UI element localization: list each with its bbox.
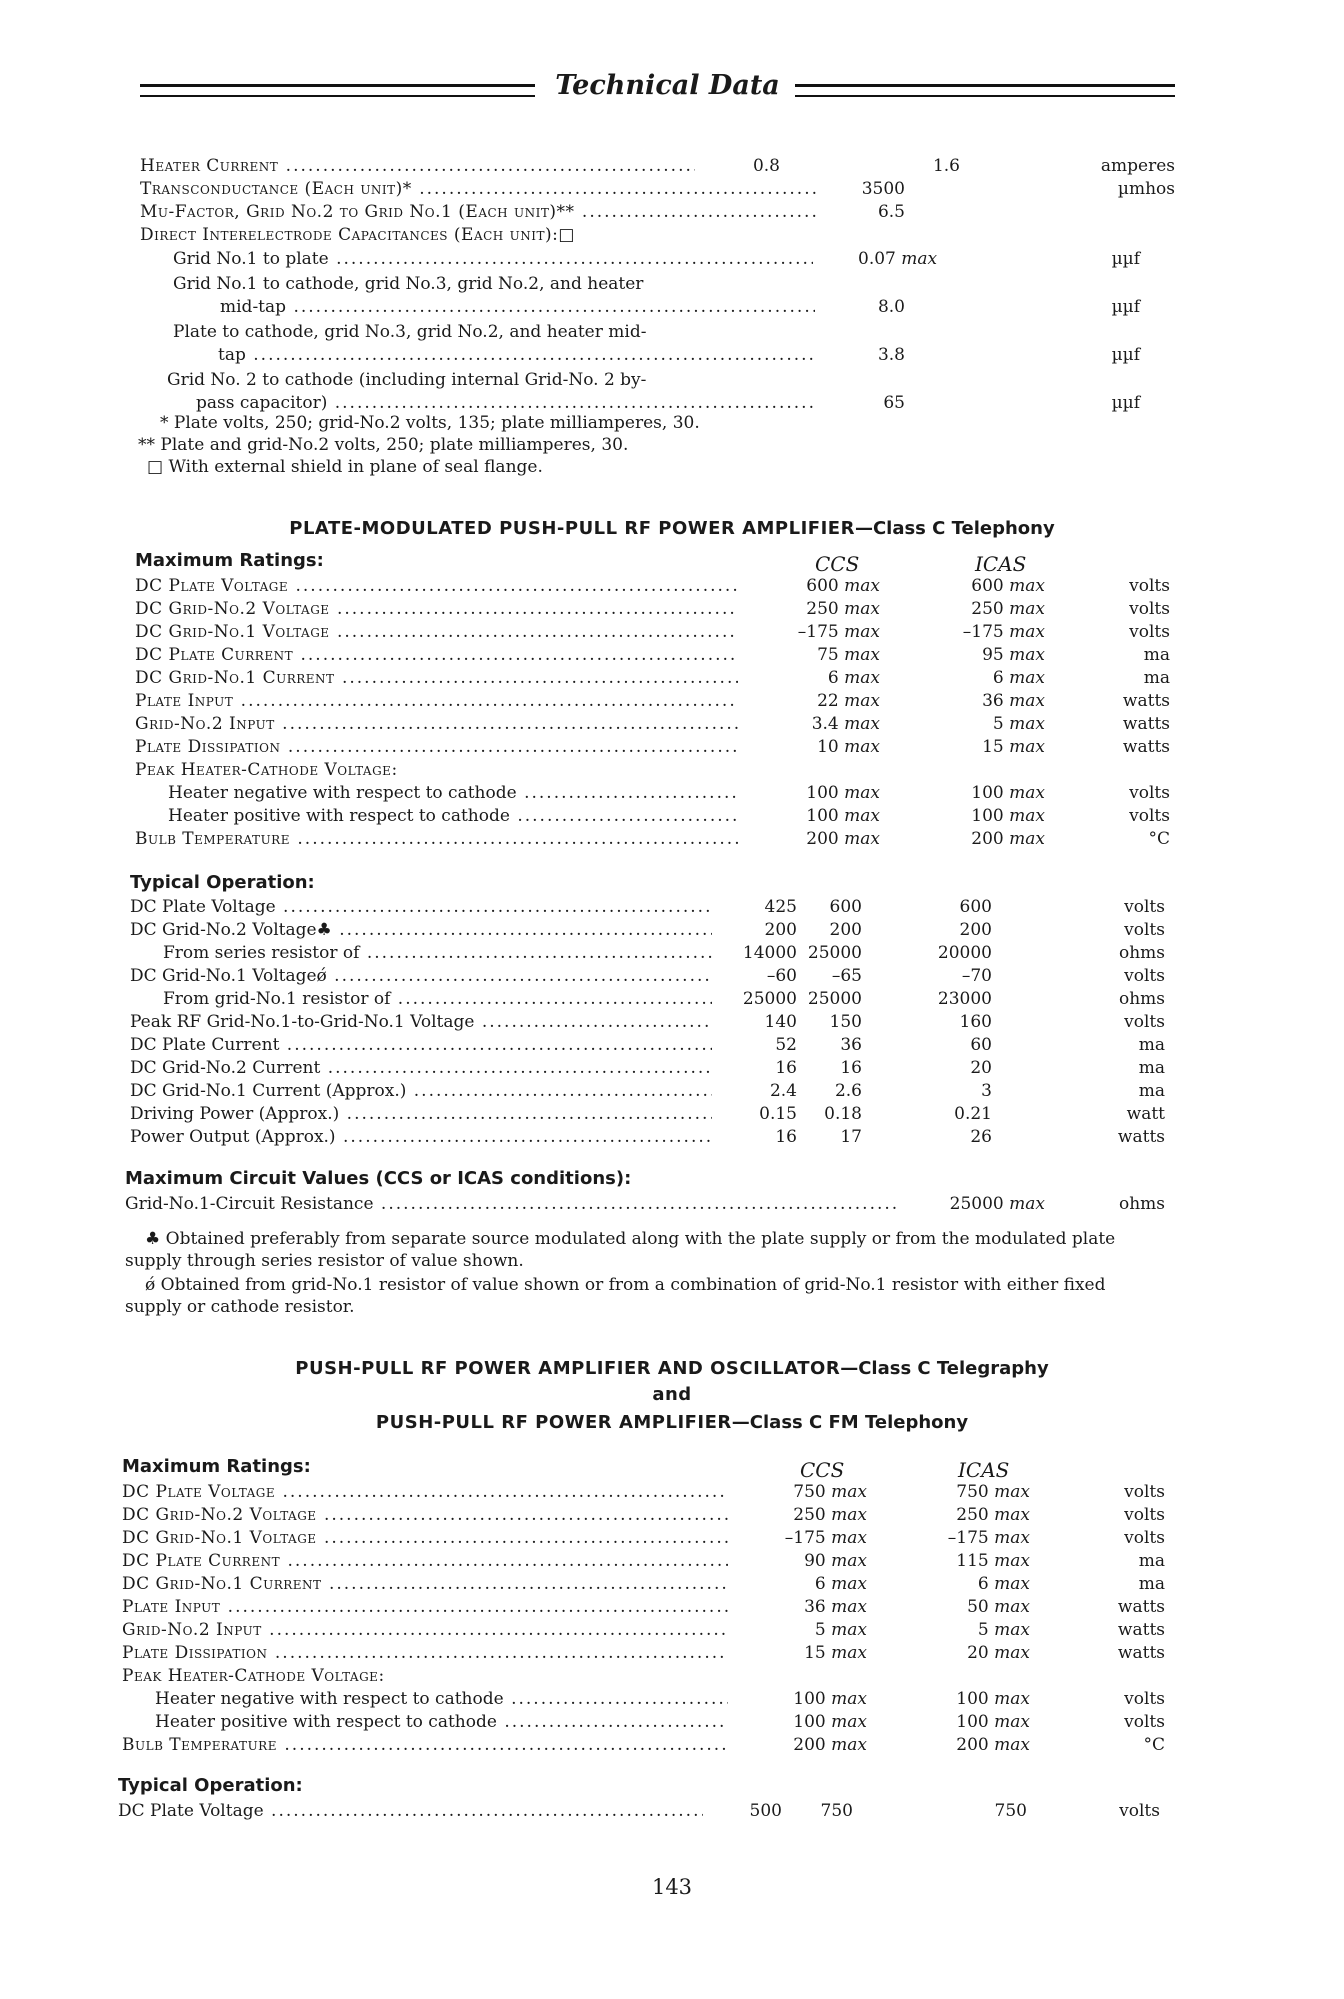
rating-row: [0, 1573, 1344, 1596]
rating-row: [0, 598, 1344, 621]
rating-row: [0, 621, 1344, 644]
value-a: 16: [775, 1058, 797, 1078]
rating-label: Grid-No.2 Input .....: [135, 713, 738, 736]
rating-row: [0, 1527, 1344, 1550]
rating-row: [0, 1665, 1344, 1688]
typical-row: [0, 1103, 1344, 1126]
rating-row: [0, 805, 1344, 828]
rating-label: DC Plate Current .....: [122, 1550, 728, 1573]
spec-value: 0.8: [752, 156, 780, 176]
typical-row: [0, 896, 1344, 919]
rating-label: DC Grid-No.1 Voltage .....: [122, 1527, 728, 1550]
typical-row: [0, 1126, 1344, 1149]
ccs-value: 100 max: [793, 1712, 867, 1732]
section-title-and: and: [652, 1384, 692, 1405]
value-c: 0.21: [954, 1104, 992, 1124]
rating-row: [0, 759, 1344, 782]
rating-row: [0, 828, 1344, 851]
icas-value: 100 max: [956, 1712, 1030, 1732]
value-c: 20000: [937, 943, 992, 963]
value-b: 600: [829, 897, 862, 917]
ccs-value: 100 max: [806, 783, 880, 803]
typical-label: DC Grid-No.1 Current (Approx.) .....: [130, 1080, 712, 1103]
circuit-values-heading: Maximum Circuit Values (CCS or ICAS conditions):: [125, 1168, 632, 1189]
value-b: 25000: [807, 989, 862, 1009]
rating-unit: volts: [1129, 599, 1170, 619]
rating-unit: volts: [1124, 1505, 1165, 1525]
value-a: 16: [775, 1127, 797, 1147]
spec-value: 6.5: [877, 202, 905, 222]
typical-label: DC Grid-No.2 Current .....: [130, 1057, 712, 1080]
typical-label: Peak RF Grid-No.1-to-Grid-No.1 Voltage .....: [130, 1011, 712, 1034]
spec-unit: amperes: [1100, 156, 1175, 176]
rating-unit: volts: [1129, 622, 1170, 642]
icas-value: 6 max: [977, 1574, 1030, 1594]
rating-unit: °C: [1148, 829, 1170, 849]
icas-value: 5 max: [992, 714, 1045, 734]
typical-label: DC Grid-No.1 Voltageǿ .....: [130, 965, 712, 988]
cap-row-line1: [0, 369, 1344, 392]
ccs-value: 600 max: [806, 576, 880, 596]
value-c: 200: [959, 920, 992, 940]
value-b: 0.18: [824, 1104, 862, 1124]
column-head-ccs: CCS: [800, 1458, 845, 1482]
rating-label: Bulb Temperature .....: [135, 828, 738, 851]
page-number: 143: [651, 1875, 693, 1899]
cap-row: [0, 296, 1344, 319]
header-rule-left: [140, 84, 535, 97]
cap-label: Grid No.1 to plate .....: [173, 248, 813, 271]
spec-label: Transconductance (Each unit)* .....: [140, 178, 820, 201]
page-title: Technical Data: [555, 70, 780, 101]
value-a: 200: [764, 920, 797, 940]
cap-label: Grid No. 2 to cathode (including internal Grid-No. 2 by-: [167, 370, 647, 390]
footnote: □ With external shield in plane of seal flange.: [147, 457, 543, 477]
rating-label: Plate Dissipation .....: [135, 736, 738, 759]
header-rule-right: [795, 84, 1175, 97]
icas-value: 200 max: [956, 1735, 1030, 1755]
footnote: ** Plate and grid-No.2 volts, 250; plate milliamperes, 30.: [138, 435, 629, 455]
rating-label: DC Plate Voltage .....: [122, 1481, 728, 1504]
value-a: 0.15: [759, 1104, 797, 1124]
typical-operation-heading: Typical Operation:: [118, 1775, 303, 1796]
rating-label: Heater positive with respect to cathode .....: [155, 1711, 728, 1734]
typical-label: Driving Power (Approx.) .....: [130, 1103, 712, 1126]
typical-unit: volts: [1124, 920, 1165, 940]
section-title: PUSH-PULL RF POWER AMPLIFIER—Class C FM Telephony: [375, 1412, 969, 1433]
typical-row: [0, 919, 1344, 942]
section-footnote: ♣ Obtained preferably from separate source modulated along with the plate supply or from the modulated plate supply through series resistor of value shown.: [125, 1229, 1116, 1271]
rating-row: [0, 736, 1344, 759]
value-c: –70: [961, 966, 992, 986]
rating-unit: watts: [1122, 691, 1170, 711]
value-c: 750: [994, 1801, 1027, 1821]
spec-row: [0, 155, 1344, 178]
rating-unit: volts: [1129, 576, 1170, 596]
cap-label: Plate to cathode, grid No.3, grid No.2, and heater mid-: [173, 322, 647, 342]
typical-unit: ohms: [1118, 989, 1165, 1009]
ccs-value: 6 max: [827, 668, 880, 688]
rating-row: [0, 1481, 1344, 1504]
value-a: 500: [749, 1801, 782, 1821]
value-a: 25000: [742, 989, 797, 1009]
rating-unit: volts: [1129, 783, 1170, 803]
cap-value: 8.0: [877, 297, 905, 317]
typical-row: [0, 988, 1344, 1011]
typical-unit: ma: [1138, 1035, 1165, 1055]
typical-label: From series resistor of .....: [163, 942, 712, 965]
rating-unit: watts: [1117, 1643, 1165, 1663]
icas-value: –175 max: [962, 622, 1045, 642]
ccs-value: 5 max: [814, 1620, 867, 1640]
ccs-value: 250 max: [793, 1505, 867, 1525]
circuit-label: Grid-No.1-Circuit Resistance .....: [125, 1193, 900, 1216]
cap-unit: µµf: [1111, 297, 1140, 317]
icas-value: 600 max: [971, 576, 1045, 596]
icas-value: 95 max: [982, 645, 1045, 665]
ccs-value: 750 max: [793, 1482, 867, 1502]
cap-row-line1: [0, 273, 1344, 296]
ccs-value: –175 max: [797, 622, 880, 642]
value-c: 26: [970, 1127, 992, 1147]
ccs-value: 100 max: [806, 806, 880, 826]
value-b: 16: [840, 1058, 862, 1078]
cap-heading-label: Direct Interelectrode Capacitances (Each unit):□: [140, 225, 575, 245]
rating-row: [0, 782, 1344, 805]
circuit-value: 25000 max: [949, 1194, 1045, 1214]
rating-label: Plate Dissipation .....: [122, 1642, 728, 1665]
cap-unit: µµf: [1111, 249, 1140, 269]
icas-value: 100 max: [956, 1689, 1030, 1709]
rating-unit: ma: [1143, 668, 1170, 688]
typical-label: From grid-No.1 resistor of .....: [163, 988, 712, 1011]
max-ratings-heading: Maximum Ratings:: [122, 1456, 311, 1477]
typical-row: [0, 1800, 1344, 1823]
rating-unit: ma: [1138, 1574, 1165, 1594]
icas-value: 100 max: [971, 783, 1045, 803]
ccs-value: –175 max: [784, 1528, 867, 1548]
value-a: 14000: [742, 943, 797, 963]
rating-row: [0, 1550, 1344, 1573]
rating-label: Heater negative with respect to cathode .....: [155, 1688, 728, 1711]
ccs-value: 75 max: [817, 645, 880, 665]
rating-row: [0, 1688, 1344, 1711]
spec-value: 1.6: [932, 156, 960, 176]
icas-value: 20 max: [967, 1643, 1030, 1663]
cap-label-cont: tap .....: [218, 344, 813, 367]
rating-row: [0, 1619, 1344, 1642]
rating-row: [0, 1504, 1344, 1527]
typical-unit: volts: [1119, 1801, 1160, 1821]
ccs-value: 15 max: [804, 1643, 867, 1663]
cap-heading: [0, 224, 1344, 247]
value-c: 160: [959, 1012, 992, 1032]
rating-label: DC Grid-No.1 Current .....: [122, 1573, 728, 1596]
typical-unit: ma: [1138, 1081, 1165, 1101]
cap-row: [0, 344, 1344, 367]
typical-unit: volts: [1124, 1012, 1165, 1032]
rating-label: Plate Input .....: [122, 1596, 728, 1619]
value-c: 3: [981, 1081, 992, 1101]
footnote: * Plate volts, 250; grid-No.2 volts, 135; plate milliamperes, 30.: [160, 413, 700, 433]
typical-label: Power Output (Approx.) .....: [130, 1126, 712, 1149]
max-ratings-heading: Maximum Ratings:: [135, 550, 324, 571]
typical-row: [0, 1057, 1344, 1080]
typical-label: DC Grid-No.2 Voltage♣ .....: [130, 919, 712, 942]
cap-value: 65: [883, 393, 905, 413]
rating-row: [0, 575, 1344, 598]
spec-unit: µmhos: [1117, 179, 1175, 199]
typical-operation-heading: Typical Operation:: [130, 872, 315, 893]
value-c: 23000: [937, 989, 992, 1009]
icas-value: –175 max: [947, 1528, 1030, 1548]
value-b: 750: [820, 1801, 853, 1821]
typical-unit: ohms: [1118, 943, 1165, 963]
rating-label: DC Grid-No.2 Voltage .....: [122, 1504, 728, 1527]
cap-label-cont: mid-tap .....: [220, 296, 815, 319]
ccs-value: 6 max: [814, 1574, 867, 1594]
typical-row: [0, 1011, 1344, 1034]
column-head-icas: ICAS: [975, 552, 1027, 576]
rating-label: Plate Input .....: [135, 690, 738, 713]
icas-value: 250 max: [956, 1505, 1030, 1525]
typical-unit: watt: [1126, 1104, 1165, 1124]
cap-row: [0, 248, 1344, 271]
cap-row-line1: [0, 321, 1344, 344]
rating-row: [0, 690, 1344, 713]
value-a: 425: [764, 897, 797, 917]
ccs-value: 250 max: [806, 599, 880, 619]
rating-unit: watts: [1122, 737, 1170, 757]
section-title: PUSH-PULL RF POWER AMPLIFIER AND OSCILLATOR—Class C Telegraphy: [295, 1358, 1049, 1379]
circuit-unit: ohms: [1118, 1194, 1165, 1214]
spec-row: [0, 178, 1344, 201]
rating-unit: watts: [1122, 714, 1170, 734]
ccs-value: 36 max: [804, 1597, 867, 1617]
value-b: 36: [840, 1035, 862, 1055]
value-c: 600: [959, 897, 992, 917]
page-header: [140, 70, 1175, 110]
rating-unit: °C: [1143, 1735, 1165, 1755]
rating-unit: ma: [1138, 1551, 1165, 1571]
rating-label: Bulb Temperature .....: [122, 1734, 728, 1757]
value-c: 20: [970, 1058, 992, 1078]
value-a: 140: [764, 1012, 797, 1032]
rating-row: [0, 713, 1344, 736]
ccs-value: 200 max: [806, 829, 880, 849]
value-b: –65: [831, 966, 862, 986]
rating-label: Heater negative with respect to cathode .....: [168, 782, 738, 805]
spec-row: [0, 201, 1344, 224]
rating-label: DC Grid-No.1 Current .....: [135, 667, 738, 690]
ccs-value: 22 max: [817, 691, 880, 711]
column-head-icas: ICAS: [958, 1458, 1010, 1482]
rating-row: [0, 644, 1344, 667]
typical-row: [0, 965, 1344, 988]
value-a: 2.4: [769, 1081, 797, 1101]
rating-unit: watts: [1117, 1620, 1165, 1640]
typical-unit: volts: [1124, 897, 1165, 917]
value-a: –60: [766, 966, 797, 986]
typical-unit: ma: [1138, 1058, 1165, 1078]
rating-unit: volts: [1124, 1528, 1165, 1548]
value-b: 2.6: [834, 1081, 862, 1101]
rating-label: Peak Heater-Cathode Voltage:: [122, 1666, 385, 1686]
rating-unit: ma: [1143, 645, 1170, 665]
icas-value: 15 max: [982, 737, 1045, 757]
cap-label-cont: pass capacitor) .....: [196, 392, 813, 415]
rating-unit: volts: [1129, 806, 1170, 826]
icas-value: 115 max: [956, 1551, 1030, 1571]
typical-row: [0, 1080, 1344, 1103]
ccs-value: 200 max: [793, 1735, 867, 1755]
value-b: 200: [829, 920, 862, 940]
typical-row: [0, 1034, 1344, 1057]
rating-label: DC Grid-No.1 Voltage .....: [135, 621, 738, 644]
rating-row: [0, 1596, 1344, 1619]
rating-label: DC Plate Voltage .....: [135, 575, 738, 598]
cap-unit: µµf: [1111, 345, 1140, 365]
circuit-row: [0, 1193, 1344, 1216]
ccs-value: 10 max: [817, 737, 880, 757]
rating-unit: volts: [1124, 1689, 1165, 1709]
value-b: 150: [829, 1012, 862, 1032]
icas-value: 36 max: [982, 691, 1045, 711]
icas-value: 750 max: [956, 1482, 1030, 1502]
column-head-ccs: CCS: [815, 552, 860, 576]
typical-row: [0, 942, 1344, 965]
typical-label: DC Plate Current .....: [130, 1034, 712, 1057]
spec-label: Heater Current .....: [140, 155, 695, 178]
icas-value: 6 max: [992, 668, 1045, 688]
rating-label: Heater positive with respect to cathode .....: [168, 805, 738, 828]
typical-label: DC Plate Voltage .....: [118, 1800, 703, 1823]
rating-label: Grid-No.2 Input .....: [122, 1619, 728, 1642]
ccs-value: 90 max: [804, 1551, 867, 1571]
ccs-value: 100 max: [793, 1689, 867, 1709]
rating-label: DC Grid-No.2 Voltage .....: [135, 598, 738, 621]
typical-label: DC Plate Voltage .....: [130, 896, 712, 919]
rating-unit: volts: [1124, 1482, 1165, 1502]
icas-value: 100 max: [971, 806, 1045, 826]
rating-row: [0, 667, 1344, 690]
ccs-value: 3.4 max: [811, 714, 880, 734]
rating-row: [0, 1642, 1344, 1665]
typical-unit: watts: [1117, 1127, 1165, 1147]
cap-label: Grid No.1 to cathode, grid No.3, grid No.2, and heater: [173, 274, 644, 294]
rating-label: DC Plate Current .....: [135, 644, 738, 667]
rating-row: [0, 1711, 1344, 1734]
rating-unit: watts: [1117, 1597, 1165, 1617]
icas-value: 250 max: [971, 599, 1045, 619]
value-b: 17: [840, 1127, 862, 1147]
spec-label: Mu-Factor, Grid No.2 to Grid No.1 (Each unit)** .....: [140, 201, 820, 224]
icas-value: 5 max: [977, 1620, 1030, 1640]
cap-unit: µµf: [1111, 393, 1140, 413]
value-b: 25000: [807, 943, 862, 963]
typical-unit: volts: [1124, 966, 1165, 986]
cap-value: 3.8: [877, 345, 905, 365]
spec-value: 3500: [861, 179, 905, 199]
cap-value: 0.07 max: [858, 249, 938, 269]
rating-label: Peak Heater-Cathode Voltage:: [135, 760, 398, 780]
value-a: 52: [775, 1035, 797, 1055]
rating-unit: volts: [1124, 1712, 1165, 1732]
section-title: PLATE-MODULATED PUSH-PULL RF POWER AMPLIFIER—Class C Telephony: [289, 518, 1055, 539]
section-footnote: ǿ Obtained from grid-No.1 resistor of value shown or from a combination of grid-No.1 resistor with either fixed supply or cathode resistor.: [125, 1275, 1106, 1317]
rating-row: [0, 1734, 1344, 1757]
icas-value: 50 max: [967, 1597, 1030, 1617]
value-c: 60: [970, 1035, 992, 1055]
icas-value: 200 max: [971, 829, 1045, 849]
